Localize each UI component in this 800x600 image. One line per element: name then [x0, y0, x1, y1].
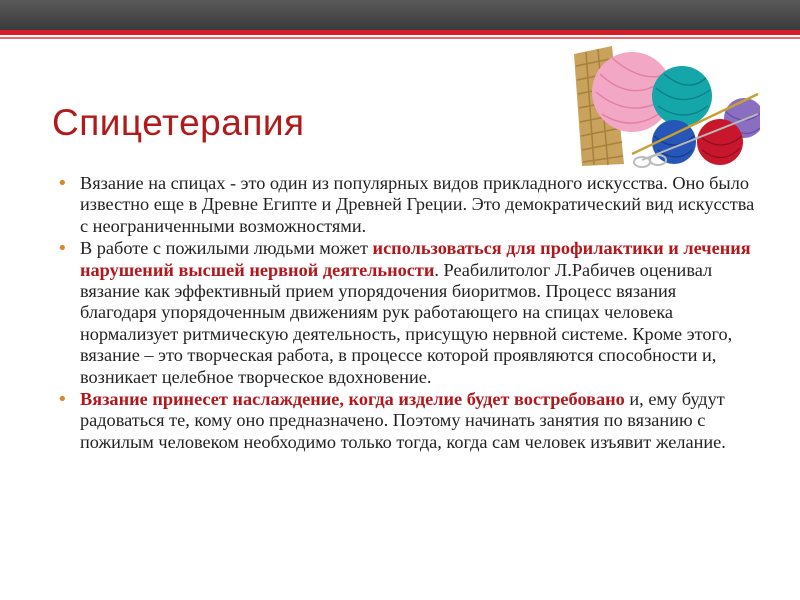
bullet-text: . Реабилитолог Л.Рабичев оценивал вязание как эффективный прием упорядочения биоритмов. Процесс вязания благодаря упорядоченным движениям рук работающего на спицах человека нормализует ритмическую деятельность, присущую нервной системе. Кроме этого, вязание – это творческая работа, в процессе которой проявляются способности и, возникает целебное творческое вдохновение. [80, 259, 733, 387]
yarn-basket-photo [572, 44, 760, 168]
bullet-dot-icon: • [57, 238, 68, 260]
bullet-dot-icon: • [57, 173, 68, 194]
bullet-dot-icon: • [57, 389, 68, 411]
bullet-text: В работе с пожилыми людьми может [80, 238, 373, 259]
top-bar [0, 0, 800, 30]
bullet-text: Вязание на спицах - это один из популярных видов прикладного искусства. Оно было известно еще в Древне Египте и Древней Греции. Это демократический вид искусства с неограниченными возможностями. [80, 173, 755, 236]
bullet-emphasis: использоваться для профилактики и лечения нарушений высшей нервной деятельности [80, 238, 751, 280]
bullet-emphasis: Вязание принесет наслаждение, когда изделие будет востребовано [80, 389, 625, 410]
slide-title: Спицетерапия [52, 102, 305, 143]
bullet-text: и, ему будут радоваться те, кому оно предназначено. Поэтому начинать занятия по вязанию с пожилым человеком необходимо только тогда, когда сам человек изъявит желание. [80, 389, 726, 452]
header-stripe [0, 30, 800, 35]
bullet-item [56, 173, 756, 237]
bullet-item [56, 238, 756, 388]
header-stripe-thin [0, 37, 800, 39]
slide-content [56, 173, 756, 454]
bullet-item [56, 389, 756, 453]
